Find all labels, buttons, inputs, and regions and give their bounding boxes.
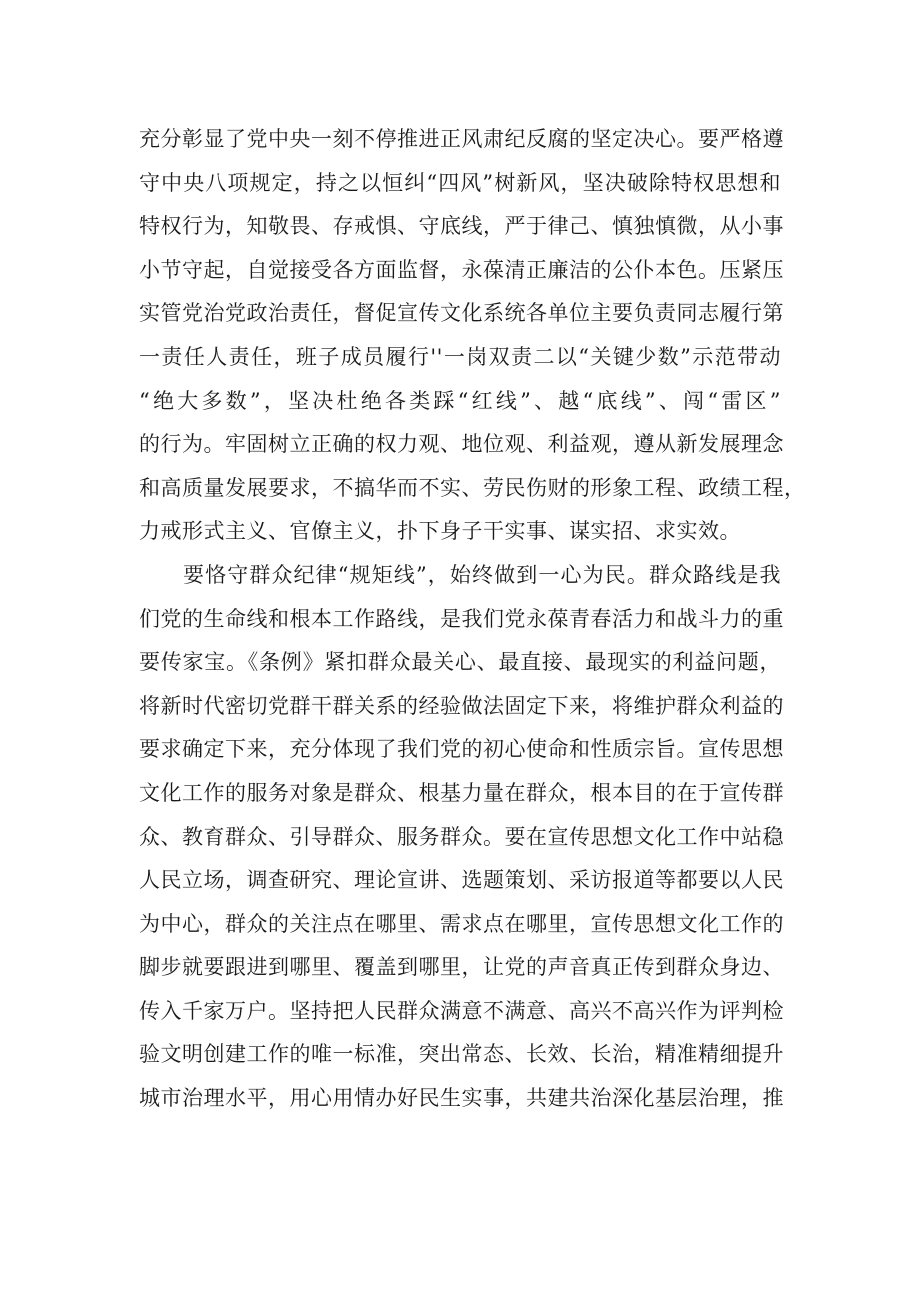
text-line: 将新时代密切党群干群关系的经验做法固定下来，将维护群众利益的 [139, 693, 784, 718]
text-line: 一责任人责任，班子成员履行''一岗双责二以“关键少数”示范带动 [139, 344, 781, 369]
text-line: 特权行为，知敬畏、存戒惧、守底线，严于律己、慎独慎微，从小事 [139, 214, 784, 239]
text-line: 脚步就要跟进到哪里、覆盖到哪里，让党的声音真正传到群众身边、 [139, 955, 784, 980]
document-body [139, 118, 806, 1121]
text-line: 充分彰显了党中央一刻不停推进正风肃纪反腐的坚定决心。要严格遵 [139, 127, 784, 151]
text-line: 和高质量发展要求，不搞华而不实、劳民伤财的形象工程、政绩工程， [139, 475, 806, 500]
text-line: 城市治理水平，用心用情办好民生实事，共建共治深化基层治理，推 [139, 1086, 784, 1111]
paragraph-mass-discipline [139, 554, 784, 1121]
text-line: 传入千家万户。坚持把人民群众满意不满意、高兴不高兴作为评判检 [139, 998, 784, 1023]
text-line: 众、教育群众、引导群众、服务群众。要在宣传思想文化工作中站稳 [139, 824, 784, 849]
text-line: 验文明创建工作的唯一标准，突出常态、长效、长治，精准精细提升 [139, 1042, 784, 1067]
text-line: 的行为。牢固树立正确的权力观、地位观、利益观，遵从新发展理念 [139, 432, 784, 457]
text-line: 小节守起，自觉接受各方面监督，永葆清正廉洁的公仆本色。压紧压 [139, 257, 784, 282]
text-line: 文化工作的服务对象是群众、根基力量在群众，根本目的在于宣传群 [139, 780, 784, 805]
text-line: 守中央八项规定，持之以恒纠“四风”树新风，坚决破除特权思想和 [139, 170, 781, 195]
paragraph-discipline-integrity [139, 118, 806, 554]
text-line: “绝大多数”，坚决杜绝各类踩“红线”、越“底线”、闯“雷区” [139, 388, 781, 413]
text-line: 要求确定下来，充分体现了我们党的初心使命和性质宗旨。宣传思想 [139, 737, 784, 762]
text-line: 力戒形式主义、官僚主义，扑下身子干实事、谋实招、求实效。 [139, 519, 741, 544]
text-line: 为中心，群众的关注点在哪里、需求点在哪里，宣传思想文化工作的 [139, 911, 784, 936]
text-line: 们党的生命线和根本工作路线，是我们党永葆青春活力和战斗力的重 [139, 606, 784, 631]
text-line: 实管党治党政治责任，督促宣传文化系统各单位主要负责同志履行第 [139, 301, 784, 326]
text-line: 要恪守群众纪律“规矩线”，始终做到一心为民。群众路线是我 [183, 562, 781, 587]
text-line: 人民立场，调查研究、理论宣讲、选题策划、采访报道等都要以人民 [139, 868, 784, 893]
text-line: 要传家宝。《条例》紧扣群众最关心、最直接、最现实的利益问题， [139, 650, 781, 675]
